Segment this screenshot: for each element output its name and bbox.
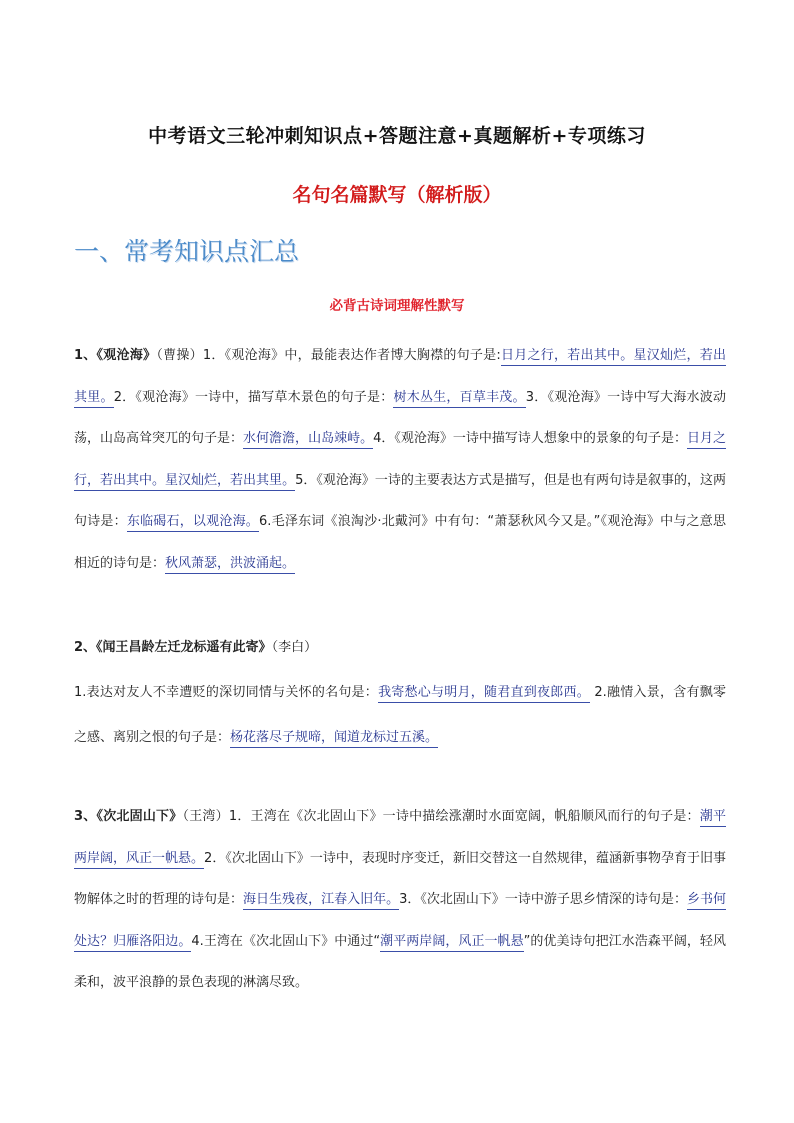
question-text: 4.王湾在《次北固山下》中通过“ [191,933,381,949]
question-text: 3．《观沧海》一诗中写大海水波动荡，山岛高耸突兀的句子是： [74,389,726,446]
question-text: 2．《观沧海》一诗中，描写草木景色的句子是： [113,389,394,405]
question-text: 2．《次北固山下》一诗中，表现时序变迁，新旧交替这一自然规律，蕴涵新事物孕育于旧事物解体之时的哲理的诗句是： [74,850,726,907]
answer-text: 潮平两岸阔，风正一帆悬。 [74,809,726,869]
answer-text: 海日生残夜，江春入旧年。 [243,892,399,910]
item-number: 1、 [74,348,97,363]
answer-text: 潮平两岸阔，风正一帆悬 [380,934,524,952]
answer-text: 我寄愁心与明月，随君直到夜郎西。 [378,685,590,703]
item-number: 3、 [74,809,97,824]
answer-text: 水何澹澹，山岛竦峙。 [243,431,373,449]
question-text: 5．《观沧海》一诗的主要表达方式是描写，但是也有两句诗是叙事的，这两句诗是： [74,472,726,529]
question-text: 4．《观沧海》一诗中描写诗人想象中的景象的句子是： [373,431,687,446]
question-block-2 [74,625,726,760]
answer-text: 日月之行，若出其中。星汉灿烂，若出其里。 [74,348,726,408]
question-block-1 [74,335,726,584]
document-title: 中考语文三轮冲刺知识点+答题注意+真题解析+专项练习 [148,125,646,147]
poem-title: 《次北固山下》 [96,809,183,824]
section-subheading: 必背古诗词理解性默写 [329,298,465,314]
question-text: 3．《次北固山下》一诗中游子思乡情深的诗句是： [399,892,687,907]
question-text: ”的优美诗句把江水浩森平阔，轻风柔和，波平浪静的景色表现的淋漓尽致。 [74,933,726,990]
answer-text: 杨花落尽子规啼，闻道龙标过五溪。 [230,730,438,748]
poem-author: （李白） [271,640,318,655]
poem-title: 《观沧海》 [96,348,157,363]
document-subtitle: 名句名篇默写（解析版） [292,184,502,206]
question-text: 2.融情入景，含有飘零之感、离别之恨的句子是： [74,685,726,745]
poem-author: （王湾） [182,809,229,824]
question-text: 6.毛泽东词《浪淘沙·北戴河》中有句：“萧瑟秋风今又是。”《观沧海》中与之意思相近的诗句是： [74,514,726,571]
answer-text: 乡书何处达？归雁洛阳边。 [74,892,726,952]
poem-author: （曹操） [156,348,203,363]
answer-text: 树木丛生，百草丰茂。 [393,390,525,408]
question-text: 1.表达对友人不幸遭贬的深切同情与关怀的名句是： [74,685,379,700]
answer-text: 秋风萧瑟，洪波涌起。 [165,556,295,574]
question-block-3 [74,796,726,1004]
answer-text: 东临碣石，以观沧海。 [127,514,259,532]
question-text: 1．王湾在《次北固山下》一诗中描绘涨潮时水面宽阔，帆船顺风而行的句子是： [228,809,700,824]
item-number: 2、 [74,640,97,655]
answer-text: 日月之行，若出其中。星汉灿烂，若出其里。 [74,431,726,491]
question-text: 1．《观沧海》中，最能表达作者博大胸襟的句子是: [202,348,501,363]
poem-title: 《闻王昌龄左迁龙标遥有此寄》 [96,640,272,655]
section-heading: 一、常考知识点汇总 [74,237,300,266]
